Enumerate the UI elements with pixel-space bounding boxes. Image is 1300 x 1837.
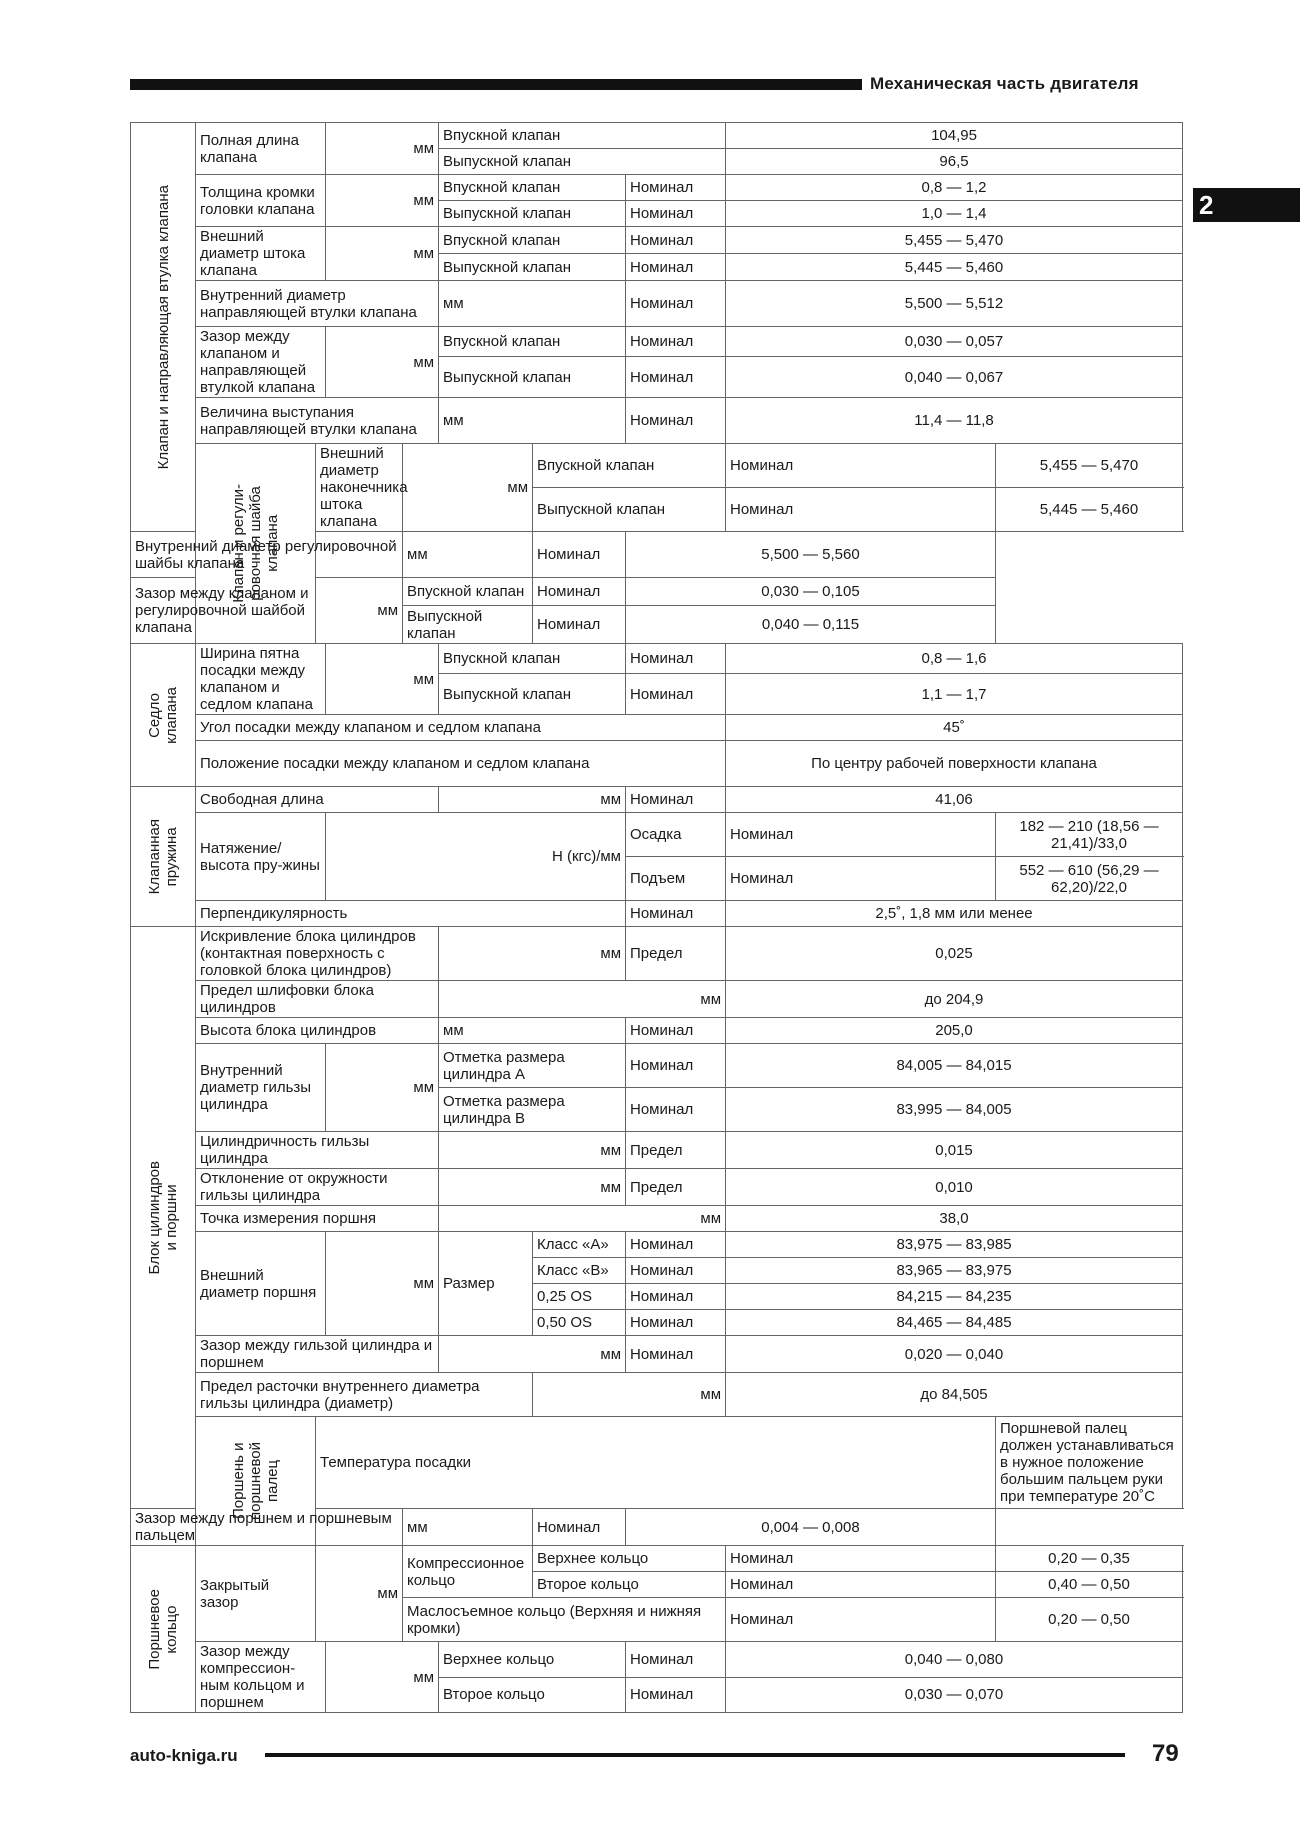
param-label: Перпендикулярность [196,901,626,927]
param-label: Зазор между клапаном и регулировочной шайбой клапана [131,578,316,644]
type: Предел [626,1169,726,1206]
type: Номинал [626,1284,726,1310]
param-label: Предел шлифовки блока цилиндров [196,981,439,1018]
value: до 204,9 [726,981,1183,1018]
param-label: Ширина пятна посадки между клапаном и седлом клапана [196,644,326,715]
condition: Выпускной клапан [439,149,726,175]
header-rule [130,79,862,90]
type: Номинал [726,813,996,857]
unit: мм [439,398,626,444]
section-label: Клапанная пружина [131,787,196,927]
param-label: Внутренний диаметр гильзы цилиндра [196,1044,326,1132]
condition: Верхнее кольцо [439,1642,626,1678]
unit: мм [403,444,533,532]
unit: мм [439,281,626,327]
type: Номинал [533,1509,626,1546]
value: 41,06 [726,787,1183,813]
param-label: Предел расточки внутреннего диаметра гильзы цилиндра (диаметр) [196,1373,533,1417]
chapter-tab: 2 [1193,188,1300,222]
type: Номинал [626,1232,726,1258]
param-label: Положение посадки между клапаном и седлом клапана [196,741,726,787]
param-label: Искривление блока цилиндров (контактная поверхность с головкой блока цилиндров) [196,927,439,981]
param-label: Толщина кромки головки клапана [196,175,326,227]
value: 0,8 — 1,6 [726,644,1183,674]
type: Номинал [626,787,726,813]
class-label: Класс «A» [533,1232,626,1258]
param-label: Зазор между клапаном и направляющей втулкой клапана [196,327,326,398]
condition: Выпускной клапан [439,201,626,227]
unit: мм [326,1044,439,1132]
type: Номинал [626,1336,726,1373]
type: Номинал [726,1598,996,1642]
section-label: Седло клапана [131,644,196,787]
section-label: Блок цилиндров и поршни [131,927,196,1509]
type: Номинал [626,1258,726,1284]
type: Номинал [626,901,726,927]
param-label: Температура посадки [316,1417,996,1509]
value: 0,015 [726,1132,1183,1169]
value: 83,995 — 84,005 [726,1088,1183,1132]
param-label: Угол посадки между клапаном и седлом клапана [196,715,726,741]
type: Номинал [626,201,726,227]
unit: мм [439,1132,626,1169]
value: 1,0 — 1,4 [726,201,1183,227]
value: 0,004 — 0,008 [626,1509,996,1546]
unit: мм [316,1546,403,1642]
type: Номинал [726,444,996,488]
unit: мм [403,1509,533,1546]
condition: Впускной клапан [403,578,533,606]
unit: мм [439,981,726,1018]
unit: мм [326,227,439,281]
type: Номинал [626,1642,726,1678]
value: 552 — 610 (56,29 — 62,20)/22,0 [996,857,1183,901]
value: 5,445 — 5,460 [726,254,1183,281]
value: 205,0 [726,1018,1183,1044]
type: Номинал [726,857,996,901]
condition: Верхнее кольцо [533,1546,726,1572]
value: 96,5 [726,149,1183,175]
condition: Впускной клапан [439,327,626,357]
unit: мм [439,1018,626,1044]
value: 182 — 210 (18,56 — 21,41)/33,0 [996,813,1183,857]
ring-type: Компрессионное кольцо [403,1546,533,1598]
value: 0,20 — 0,35 [996,1546,1183,1572]
value: По центру рабочей поверхности клапана [726,741,1183,787]
value: 84,005 — 84,015 [726,1044,1183,1088]
value: 5,455 — 5,470 [726,227,1183,254]
unit: мм [326,175,439,227]
specifications-table [130,122,1183,1713]
param-label: Точка измерения поршня [196,1206,439,1232]
condition: Осадка [626,813,726,857]
param-label: Зазор между поршнем и поршневым пальцем [131,1509,403,1546]
value: 0,030 — 0,105 [626,578,996,606]
param-label: Внешний диаметр поршня [196,1232,326,1336]
type: Номинал [626,1310,726,1336]
type: Номинал [726,1572,996,1598]
condition: Отметка размера цилиндра A [439,1044,626,1088]
class-label: Класс «B» [533,1258,626,1284]
param-label: Высота блока цилиндров [196,1018,439,1044]
type: Номинал [533,578,626,606]
condition: Выпускной клапан [403,606,533,644]
condition: Выпускной клапан [533,488,726,532]
type: Номинал [533,532,626,578]
section-label: Клапан и регули- ровочная шайба клапана [196,444,316,644]
value: 0,020 — 0,040 [726,1336,1183,1373]
type: Номинал [626,357,726,398]
condition: Впускной клапан [439,175,626,201]
value: 1,1 — 1,7 [726,674,1183,715]
condition: Второе кольцо [439,1677,626,1713]
value: 84,465 — 84,485 [726,1310,1183,1336]
unit: мм [439,927,626,981]
value: 0,40 — 0,50 [996,1572,1183,1598]
param-label: Внутренний диаметр регулировочной шайбы клапана [131,532,403,578]
type: Предел [626,927,726,981]
param-label: Зазор между гильзой цилиндра и поршнем [196,1336,439,1373]
ring-type: Маслосъемное кольцо (Верхняя и нижняя кромки) [403,1598,726,1642]
type: Номинал [626,644,726,674]
unit: мм [326,327,439,398]
unit: мм [326,123,439,175]
condition: Выпускной клапан [439,674,626,715]
value: 11,4 — 11,8 [726,398,1183,444]
value: 2,5˚, 1,8 мм или менее [726,901,1183,927]
value: 84,215 — 84,235 [726,1284,1183,1310]
value: 104,95 [726,123,1183,149]
value: 83,965 — 83,975 [726,1258,1183,1284]
section-label: Поршень и поршневой палец [196,1417,316,1546]
type: Номинал [626,398,726,444]
value: 45˚ [726,715,1183,741]
type: Номинал [626,1018,726,1044]
type: Номинал [626,254,726,281]
page-number: 79 [1152,1740,1179,1767]
unit: мм [316,578,403,644]
unit: мм [439,787,626,813]
value: 0,20 — 0,50 [996,1598,1183,1642]
type: Номинал [726,1546,996,1572]
footer-site-link[interactable]: auto-kniga.ru [130,1746,238,1765]
type: Номинал [626,1088,726,1132]
class-label: 0,25 OS [533,1284,626,1310]
type: Номинал [533,606,626,644]
value: 5,445 — 5,460 [996,488,1183,532]
unit: мм [439,1169,626,1206]
value: 0,040 — 0,115 [626,606,996,644]
class-label: 0,50 OS [533,1310,626,1336]
param-label: Зазор между компрессион-ным кольцом и поршнем [196,1642,326,1713]
type: Номинал [626,327,726,357]
param-label: Внешний диаметр штока клапана [196,227,326,281]
value: 0,040 — 0,067 [726,357,1183,398]
section-label: Поршневое кольцо [131,1546,196,1713]
condition: Выпускной клапан [439,254,626,281]
param-label: Внешний диаметр наконечника штока клапана [316,444,403,532]
unit: мм [326,1232,439,1336]
value: 0,025 [726,927,1183,981]
param-label: Натяжение/высота пру-жины [196,813,326,901]
unit: мм [326,644,439,715]
value: 0,030 — 0,070 [726,1677,1183,1713]
value: 0,8 — 1,2 [726,175,1183,201]
unit: мм [439,1336,626,1373]
unit: мм [533,1373,726,1417]
value: 5,455 — 5,470 [996,444,1183,488]
type: Номинал [626,227,726,254]
param-label: Внутренний диаметр направляющей втулки клапана [196,281,439,327]
type: Номинал [626,674,726,715]
type: Номинал [626,281,726,327]
value: 5,500 — 5,512 [726,281,1183,327]
param-label: Закрытый зазор [196,1546,316,1642]
type: Номинал [626,1677,726,1713]
value: Поршневой палец должен устанавливаться в нужное положение большим пальцем руки при температуре 20˚C [996,1417,1183,1509]
unit: мм [326,1642,439,1713]
condition: Отметка размера цилиндра B [439,1088,626,1132]
type: Номинал [626,175,726,201]
condition: Размер [439,1232,533,1336]
condition: Впускной клапан [533,444,726,488]
condition: Впускной клапан [439,644,626,674]
param-label: Цилиндричность гильзы цилиндра [196,1132,439,1169]
value: до 84,505 [726,1373,1183,1417]
unit: Н (кгс)/мм [326,813,626,901]
value: 0,030 — 0,057 [726,327,1183,357]
type: Номинал [626,1044,726,1088]
value: 83,975 — 83,985 [726,1232,1183,1258]
value: 38,0 [726,1206,1183,1232]
param-label: Свободная длина [196,787,439,813]
param-label: Полная длина клапана [196,123,326,175]
value: 0,040 — 0,080 [726,1642,1183,1678]
value: 5,500 — 5,560 [626,532,996,578]
param-label: Величина выступания направляющей втулки клапана [196,398,439,444]
value: 0,010 [726,1169,1183,1206]
condition: Впускной клапан [439,123,726,149]
condition: Выпускной клапан [439,357,626,398]
footer-rule [265,1753,1125,1757]
type: Предел [626,1132,726,1169]
condition: Впускной клапан [439,227,626,254]
condition: Второе кольцо [533,1572,726,1598]
condition: Подъем [626,857,726,901]
param-label: Отклонение от окружности гильзы цилиндра [196,1169,439,1206]
unit: мм [439,1206,726,1232]
type: Номинал [726,488,996,532]
section-label: Клапан и направляющая втулка клапана [131,123,196,532]
unit: мм [403,532,533,578]
page-header-title: Механическая часть двигателя [870,74,1139,93]
